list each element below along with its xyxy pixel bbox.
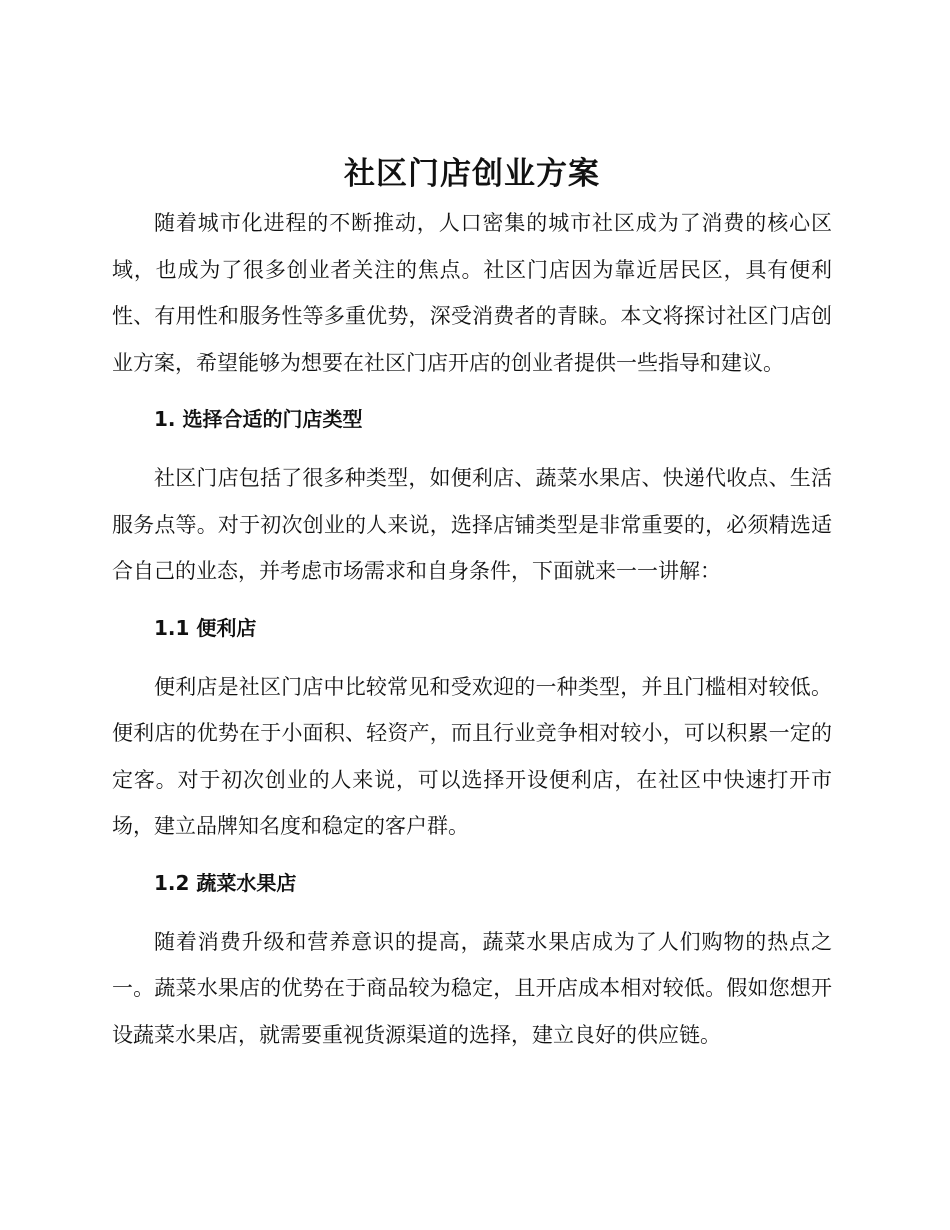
document-page: [112, 148, 832, 1058]
section-heading-convenience-store: 1.1 便利店: [154, 615, 257, 640]
section-heading-choose-store-type: 1. 选择合适的门店类型: [154, 407, 363, 431]
document-title: 社区门店创业方案: [344, 156, 600, 192]
section-body-convenience-store: 便利店是社区门店中比较常见和受欢迎的一种类型，并且门槛相对较低。便利店的优势在于小面积、轻资产，而且行业竞争相对较小，可以积累一定的定客。对于初次创业的人来说，可以选择开设便利店，在社区中快速打开市场，建立品牌知名度和稳定的客户群。: [112, 674, 832, 838]
section-body-choose-store-type: 社区门店包括了很多种类型，如便利店、蔬菜水果店、快递代收点、生活服务点等。对于初次创业的人来说，选择店铺类型是非常重要的，必须精选适合自己的业态，并考虑市场需求和自身条件，下面就来一一讲解：: [112, 466, 832, 583]
section-body-produce-store: 随着消费升级和营养意识的提高，蔬菜水果店成为了人们购物的热点之一。蔬菜水果店的优势在于商品较为稳定，且开店成本相对较低。假如您想开设蔬菜水果店，就需要重视货源渠道的选择，建立良好的供应链。: [112, 929, 832, 1047]
section-heading-produce-store: 1.2 蔬菜水果店: [154, 870, 297, 895]
intro-paragraph: 随着城市化进程的不断推动，人口密集的城市社区成为了消费的核心区域，也成为了很多创业者关注的焦点。社区门店因为靠近居民区，具有便利性、有用性和服务性等多重优势，深受消费者的青睐。本文将探讨社区门店创业方案，希望能够为想要在社区门店开店的创业者提供一些指导和建议。: [112, 211, 832, 375]
